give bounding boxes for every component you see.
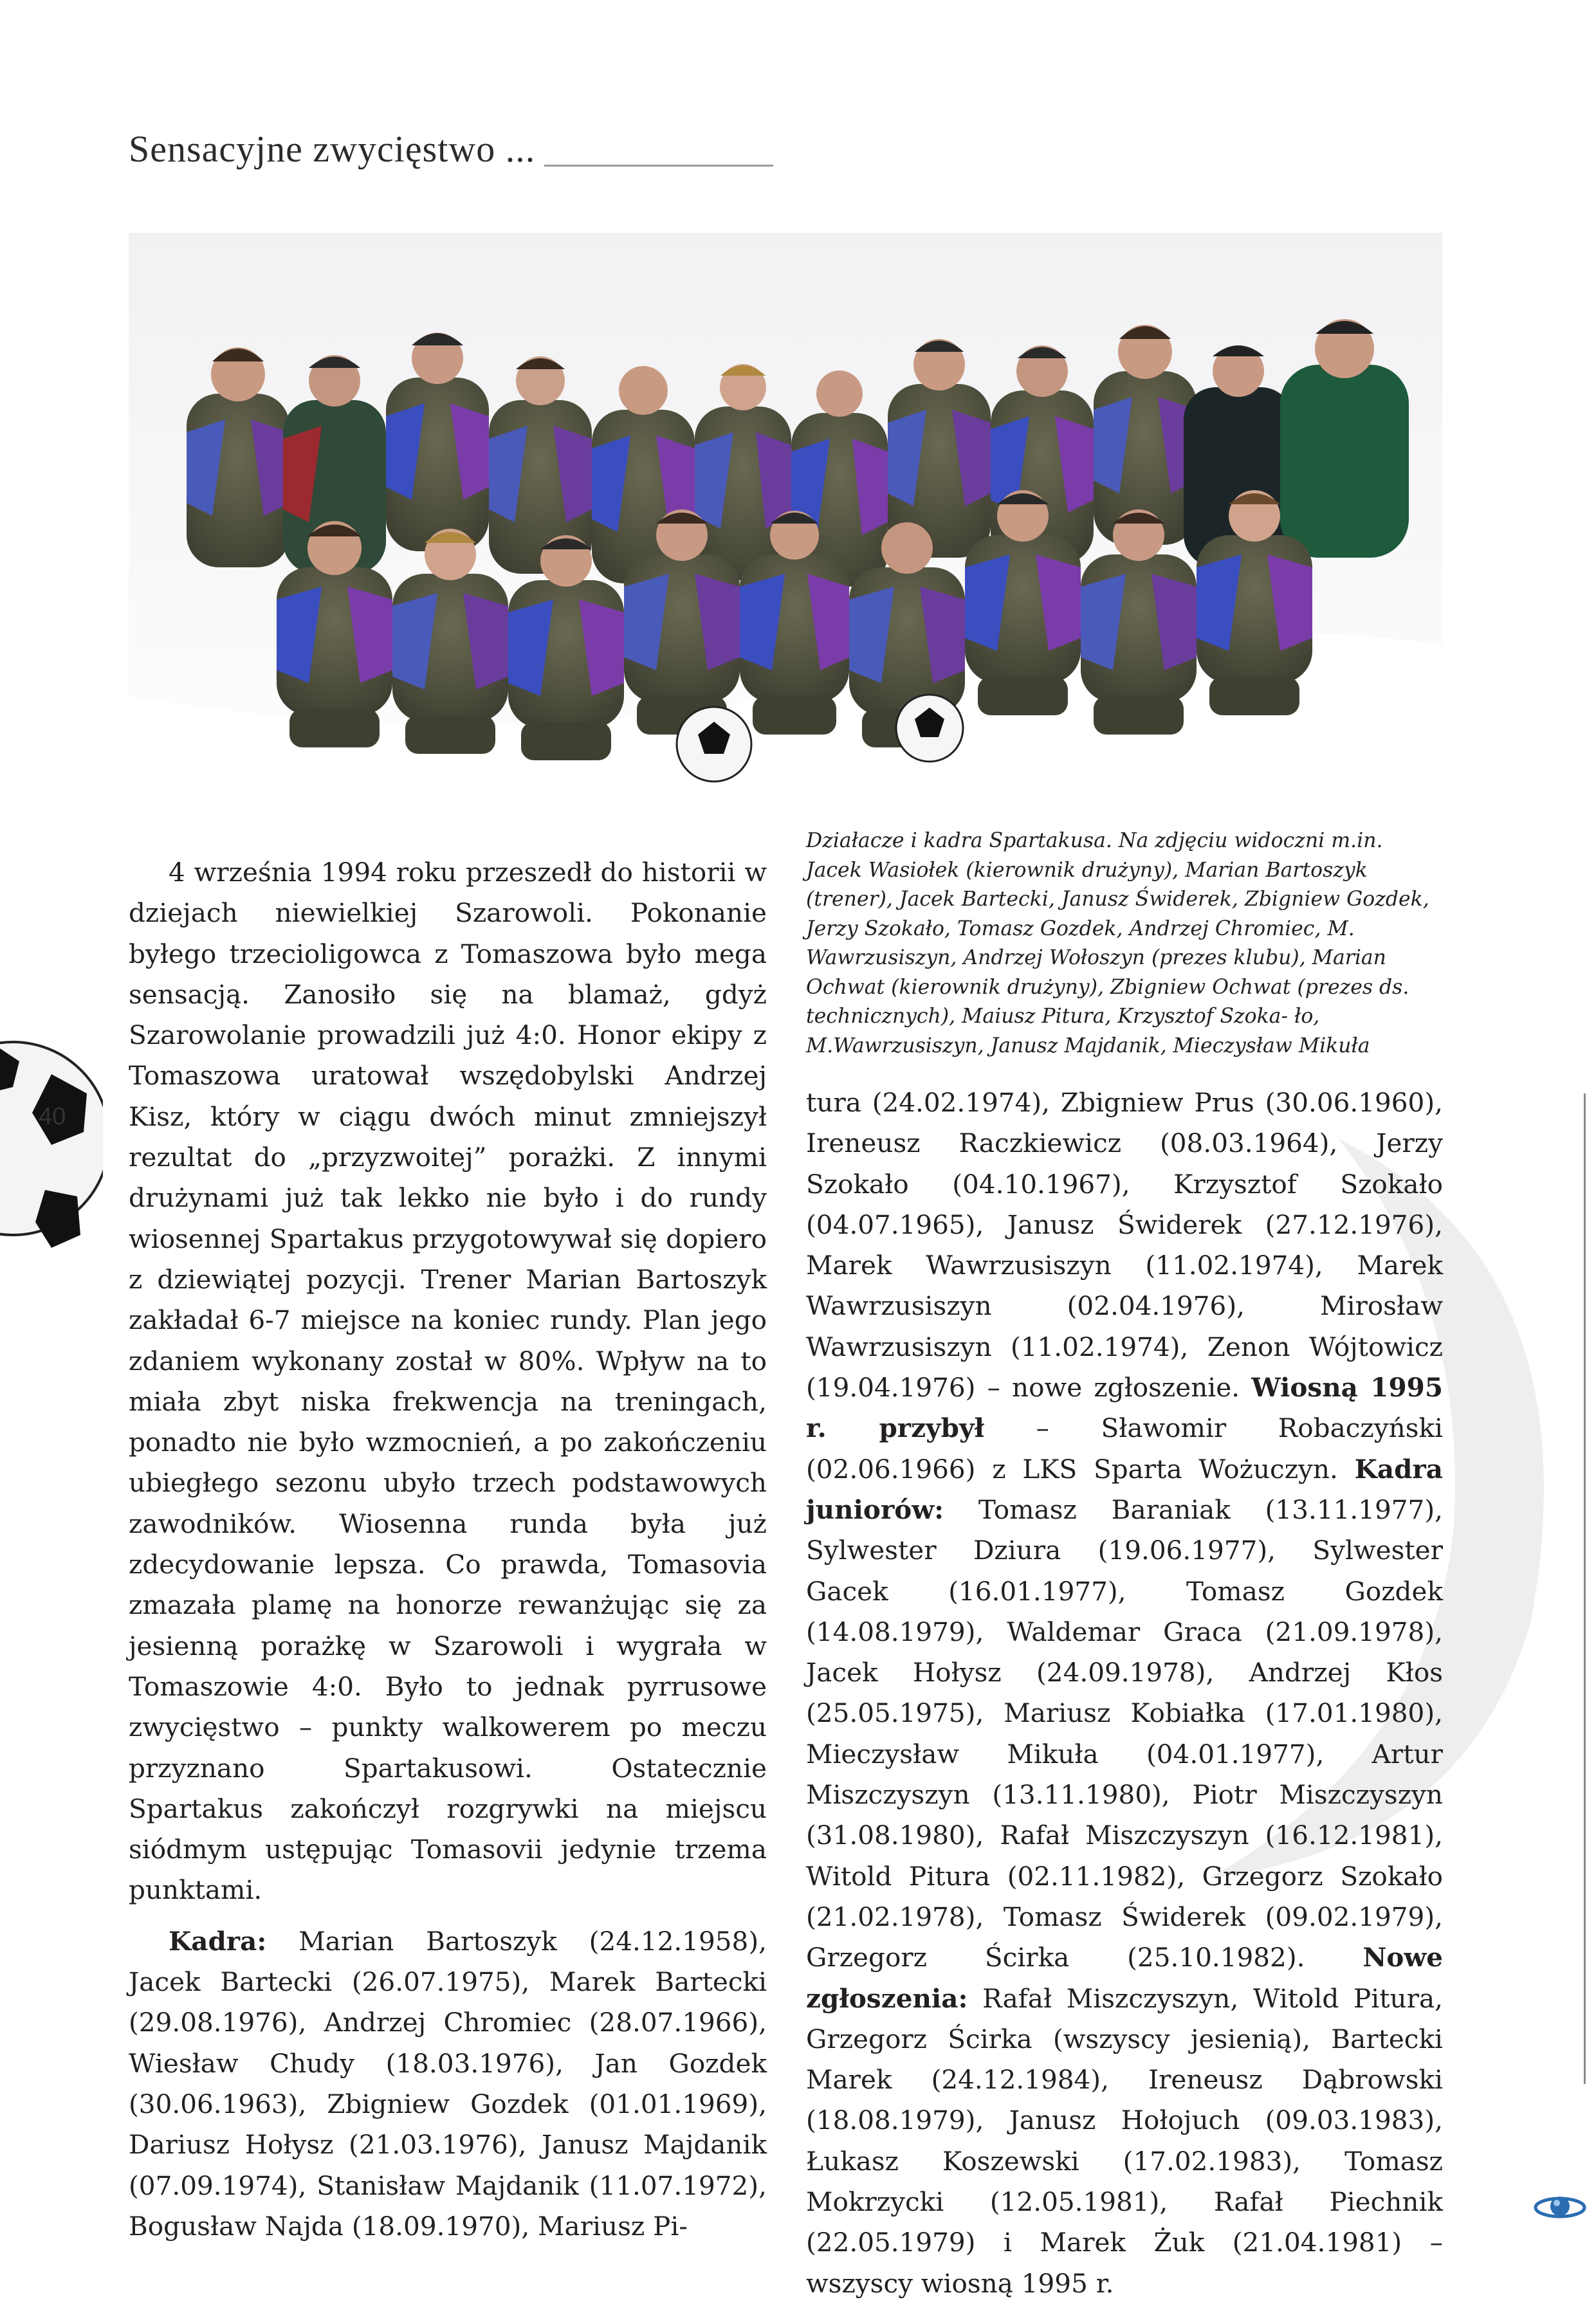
publisher-logo bbox=[1531, 2187, 1589, 2226]
article-column-right bbox=[806, 1083, 1443, 2304]
running-header-title: Sensacyjne zwycięstwo ... bbox=[129, 128, 536, 170]
spring-arrival-label: Wiosną 1995 r. przybył bbox=[806, 1372, 1443, 1444]
article-column-left bbox=[129, 852, 767, 2247]
new-registrations-text: Rafał Miszczyszyn, Witold Pitura, Grzegorz Ścirka (wszyscy jesienią), Bartecki Marek (24.12.1984), Ireneusz Dąbrowski (18.08.1979), Janusz Hołojuch (09.03.1983), Łukasz Koszewski (17.02.1983), Tomasz Mokrzycki (12.05.1981), Rafał Piechnik (22.05.1979) i Marek Żuk (21.04.1981) – wszyscy wiosną 1995 r. bbox=[806, 1982, 1443, 2299]
roster-text-continued: tura (24.02.1974), Zbigniew Prus (30.06.1960), Ireneusz Raczkiewicz (08.03.1964), Jerzy Szokało (04.10.1967), Krzysztof Szokało (04.07.1965), Janusz Świderek (27.12.1976), Marek Wawrzusiszyn (11.02.1974), Marek Wawrzusiszyn (02.04.1976), Mirosław Wawrzusiszyn (11.02.1974), Zenon Wójtowicz (19.04.1976) – nowe zgłoszenie. bbox=[806, 1087, 1443, 1403]
football-decoration bbox=[0, 978, 103, 1299]
margin-rule bbox=[1584, 1093, 1586, 2084]
roster-text: Marian Bartoszyk (24.12.1958), Jacek Bartecki (26.07.1975), Marek Bartecki (29.08.1976), Andrzej Chromiec (28.07.1966), Wiesław Chudy (18.03.1976), Jan Gozdek (30.06.1963), Zbigniew Gozdek (01.01.1969), Dariusz Hołysz (21.03.1976), Janusz Majdanik (07.09.1974), Stanisław Majdanik (11.07.1972), Bogusław Najda (18.09.1970), Mariusz Pi- bbox=[129, 1925, 767, 2242]
roster-label: Kadra: bbox=[169, 1925, 267, 1957]
football-right bbox=[896, 695, 963, 762]
page-number: 40 bbox=[39, 1103, 66, 1130]
spring-arrival-text: – Sławomir Robaczyński (02.06.1966) z LKS Sparta Wożuczyn. bbox=[806, 1413, 1443, 1485]
header-rule bbox=[544, 165, 773, 167]
football-left bbox=[677, 707, 751, 782]
roster-continued bbox=[806, 1083, 1443, 2304]
juniors-text: Tomasz Baraniak (13.11.1977), Sylwester Dziura (19.06.1977), Sylwester Gacek (16.01.1977), Tomasz Gozdek (14.08.1979), Waldemar Graca (21.09.1978), Jacek Hołysz (24.09.1978), Andrzej Kłos (25.05.1975), Mariusz Kobiałka (17.01.1980), Mieczysław Mikuła (04.01.1977), Artur Miszczyszyn (13.11.1980), Piotr Miszczyszyn (31.08.1980), Rafał Miszczyszyn (16.12.1981), Witold Pitura (02.11.1982), Grzegorz Szokało (21.02.1978), Tomasz Świderek (09.02.1979), Grzegorz Ścirka (25.10.1982). bbox=[806, 1494, 1443, 1973]
article-paragraph: 4 września 1994 roku przeszedł do historii w dziejach niewielkiej Szarowoli. Pokonanie byłego trzecioligowca z Tomaszowa było mega sensacją. Zanosiło się na blamaż, gdyż Szarowolanie prowadzili już 4:0. Honor ekipy z Tomaszowa uratował wszędobylski Andrzej Kisz, który w ciągu dwóch minut zmniejszył rezultat do „przyzwoitej” porażki. Z innymi drużynami już tak lekko nie było i do rundy wiosennej Spartakus przygotowywał się dopiero z dziewiątej pozycji. Trener Marian Bartoszyk zakładał 6-7 miejsce na koniec rundy. Plan jego zdaniem wykonany został w 80%. Wpływ na to miała zbyt niska frekwencja na treningach, ponadto nie było wzmocnień, a po zakończeniu ubiegłego sezonu ubyło trzech podstawowych zawodników. Wiosenna runda była już zdecydowanie lepsza. Co prawda, Tomasovia zmazała plamę na honorze rewanżując się za jesienną porażkę w Szarowoli i wygrała w Tomaszowie 4:0. Było to jednak pyrrusowe zwycięstwo – punkty walkowerem po meczu przyznano Spartakusowi. Ostatecznie Spartakus zakończył rozgrywki na miejscu siódmym ustępując Tomasovii jedynie trzema punktami. bbox=[129, 857, 767, 1906]
photo-caption: Działacze i kadra Spartakusa. Na zdjęciu widoczni m.in. Jacek Wasiołek (kierownik drużyny), Marian Bartoszyk (trener), Jacek Bartecki, Janusz Świderek, Zbigniew Gozdek, Jerzy Szokało, Tomasz Gozdek, Andrzej Chromiec, M. Wawrzusiszyn, Andrzej Wołoszyn (prezes klubu), Marian Ochwat (kierownik drużyny), Zbigniew Ochwat (prezes ds. technicznych), Maiusz Pitura, Krzysztof Szoka- ło, M.Wawrzusiszyn, Janusz Majdanik, Mieczysław Mikuła bbox=[806, 829, 1429, 1057]
juniors-label: Kadra juniorów: bbox=[806, 1453, 1443, 1525]
new-registrations-label: Nowe zgłoszenia: bbox=[806, 1942, 1443, 2014]
roster-paragraph bbox=[129, 1921, 767, 2247]
team-photo bbox=[129, 233, 1442, 845]
